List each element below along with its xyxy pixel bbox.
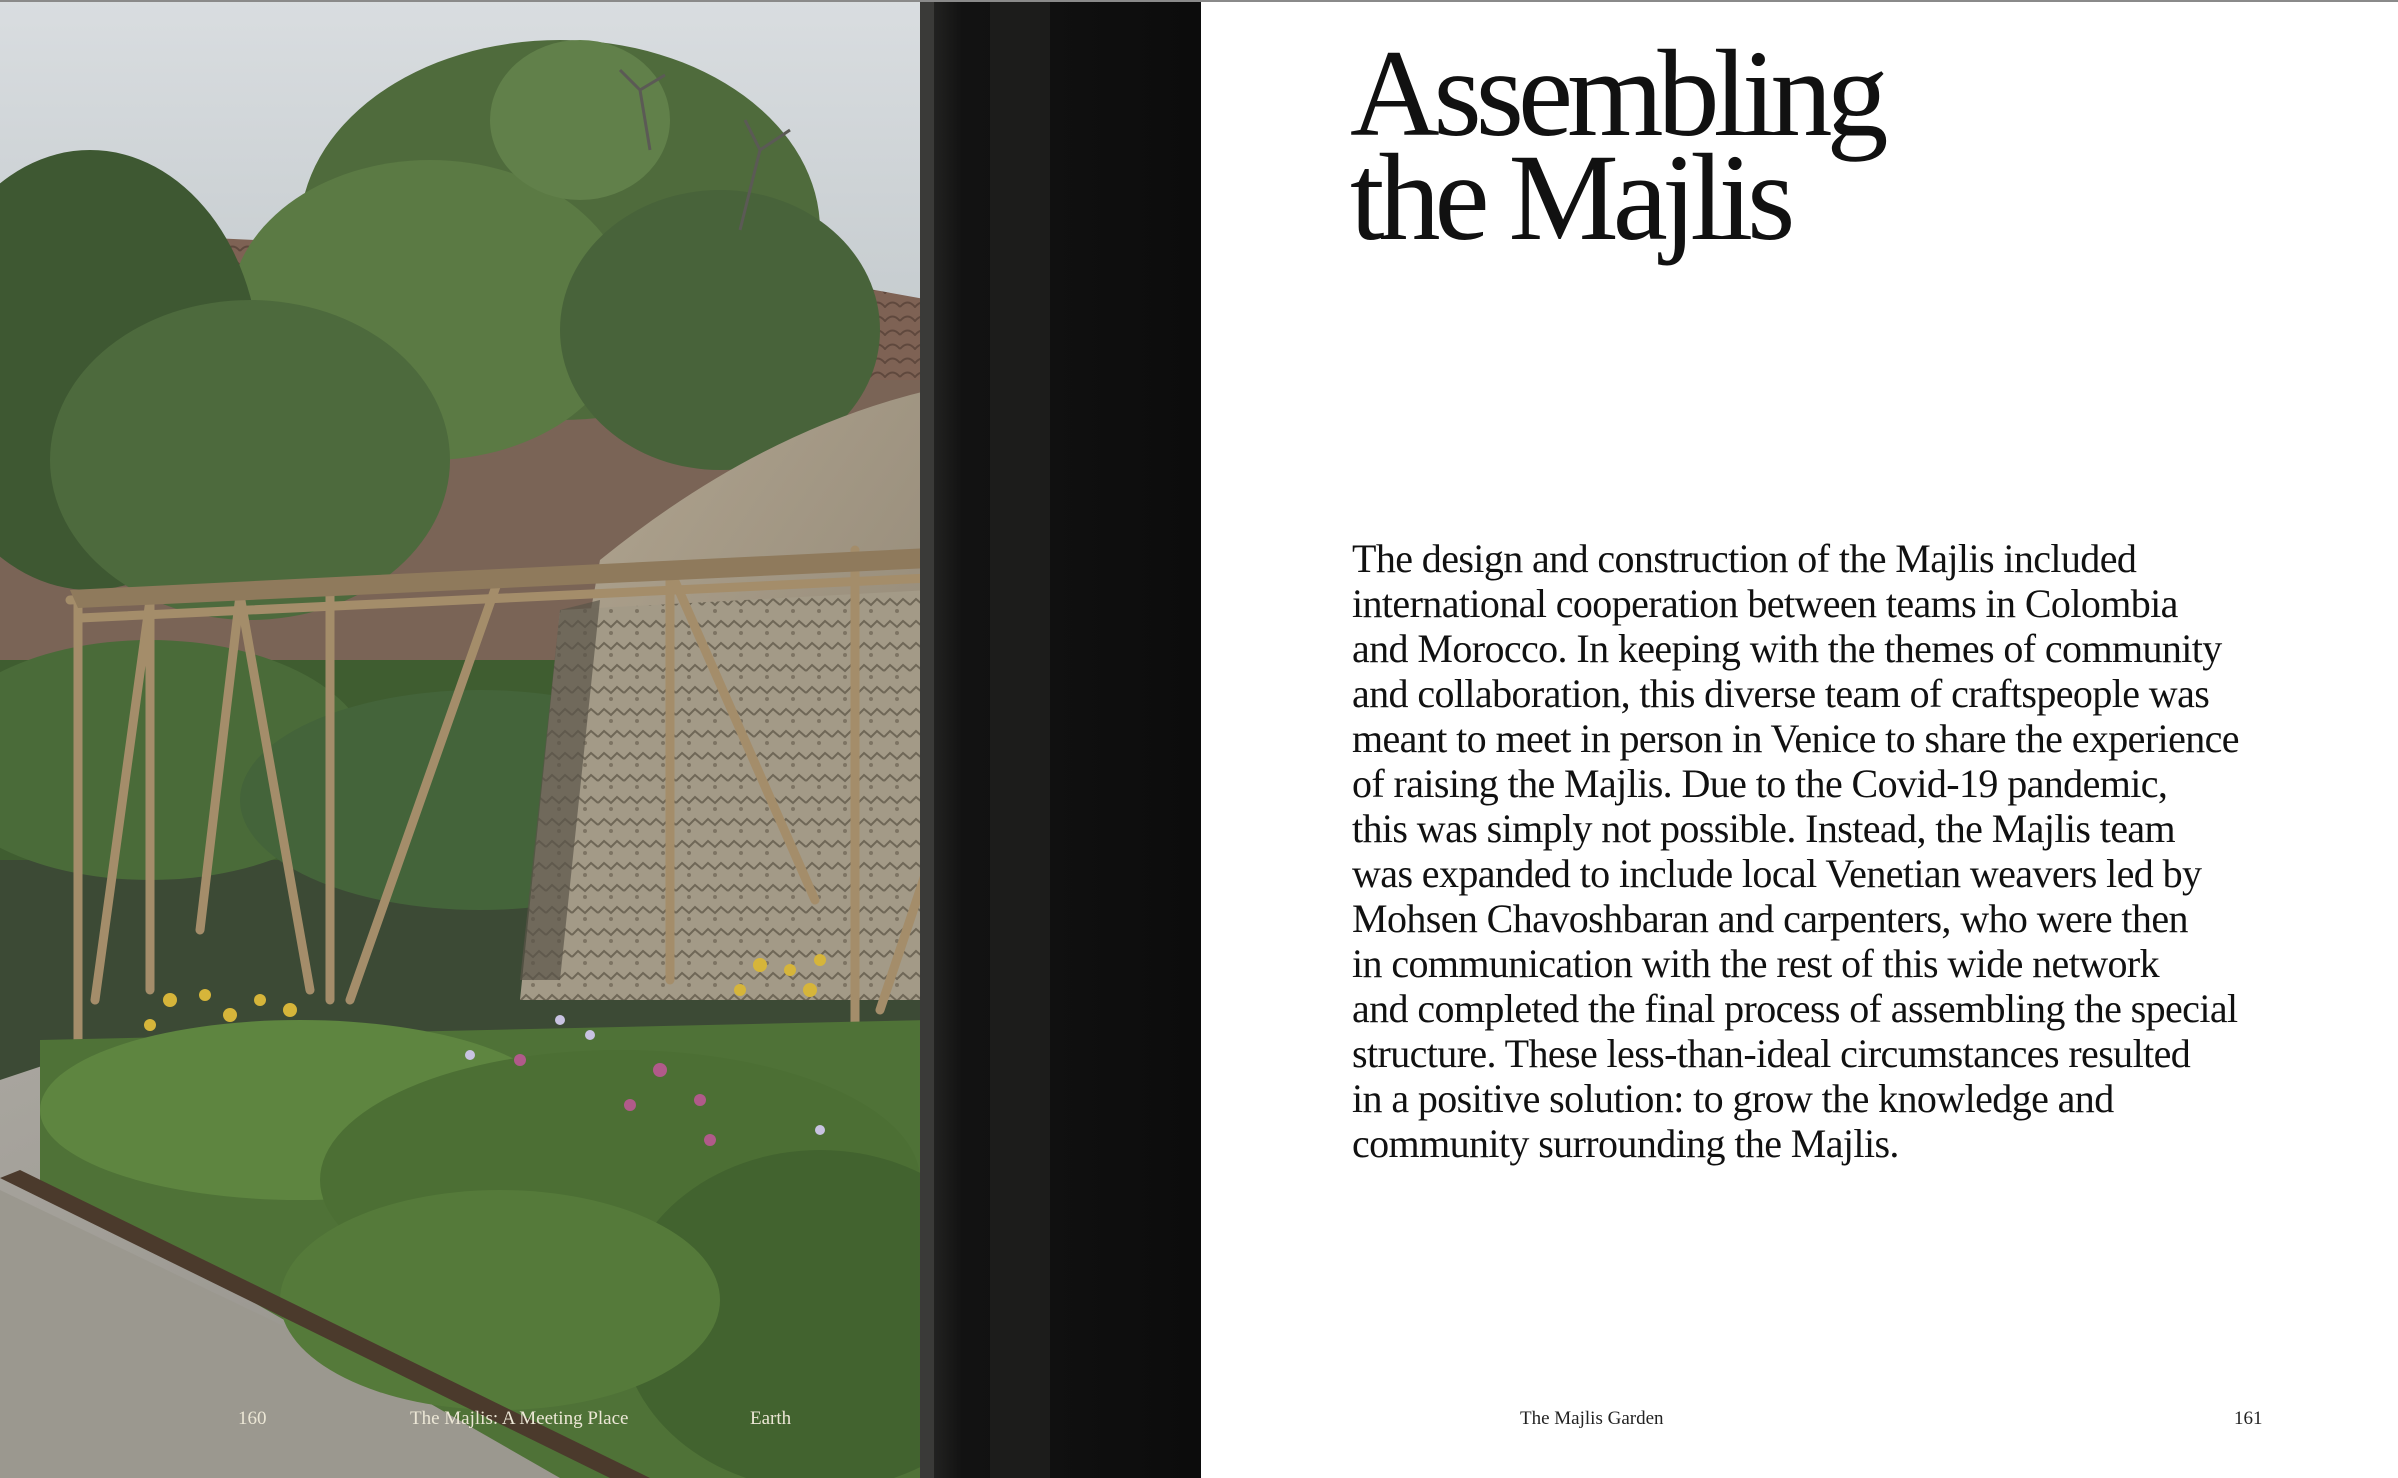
running-head-chapter: The Majlis Garden [1520, 1408, 1664, 1429]
running-head-section: Earth [750, 1408, 792, 1429]
right-page [1201, 0, 2398, 1478]
chapter-title-line-2: the Majlis [1350, 129, 1790, 266]
body-line: structure. These less-than-ideal circumstances resulted [1352, 1031, 2191, 1076]
page-number-right: 161 [2234, 1408, 2263, 1429]
chapter-title [1350, 25, 2050, 266]
running-head-book-title: The Majlis: A Meeting Place [410, 1408, 629, 1429]
body-line: this was simply not possible. Instead, the Majlis team [1352, 806, 2176, 851]
chapter-title-line-1: Assembling [1350, 25, 1883, 162]
body-line: of raising the Majlis. Due to the Covid-19 pandemic, [1352, 761, 2168, 806]
body-line: The design and construction of the Majlis included [1352, 536, 2137, 581]
body-line: and completed the final process of assembling the special [1352, 986, 2238, 1031]
body-line: in communication with the rest of this wide network [1352, 941, 2160, 986]
body-line: international cooperation between teams in Colombia [1352, 581, 2178, 626]
body-line: Mohsen Chavoshbaran and carpenters, who were then [1352, 896, 2188, 941]
body-line: was expanded to include local Venetian weavers led by [1352, 851, 2202, 896]
top-divider [0, 0, 2398, 2]
body-line: meant to meet in person in Venice to share the experience [1352, 716, 2239, 761]
body-line: community surrounding the Majlis. [1352, 1121, 1899, 1166]
page-number-left: 160 [238, 1408, 267, 1429]
body-line: in a positive solution: to grow the knowledge and [1352, 1076, 2114, 1121]
body-line: and collaboration, this diverse team of craftspeople was [1352, 671, 2210, 716]
body-paragraph [1352, 536, 2292, 1166]
body-line: and Morocco. In keeping with the themes of community [1352, 626, 2222, 671]
